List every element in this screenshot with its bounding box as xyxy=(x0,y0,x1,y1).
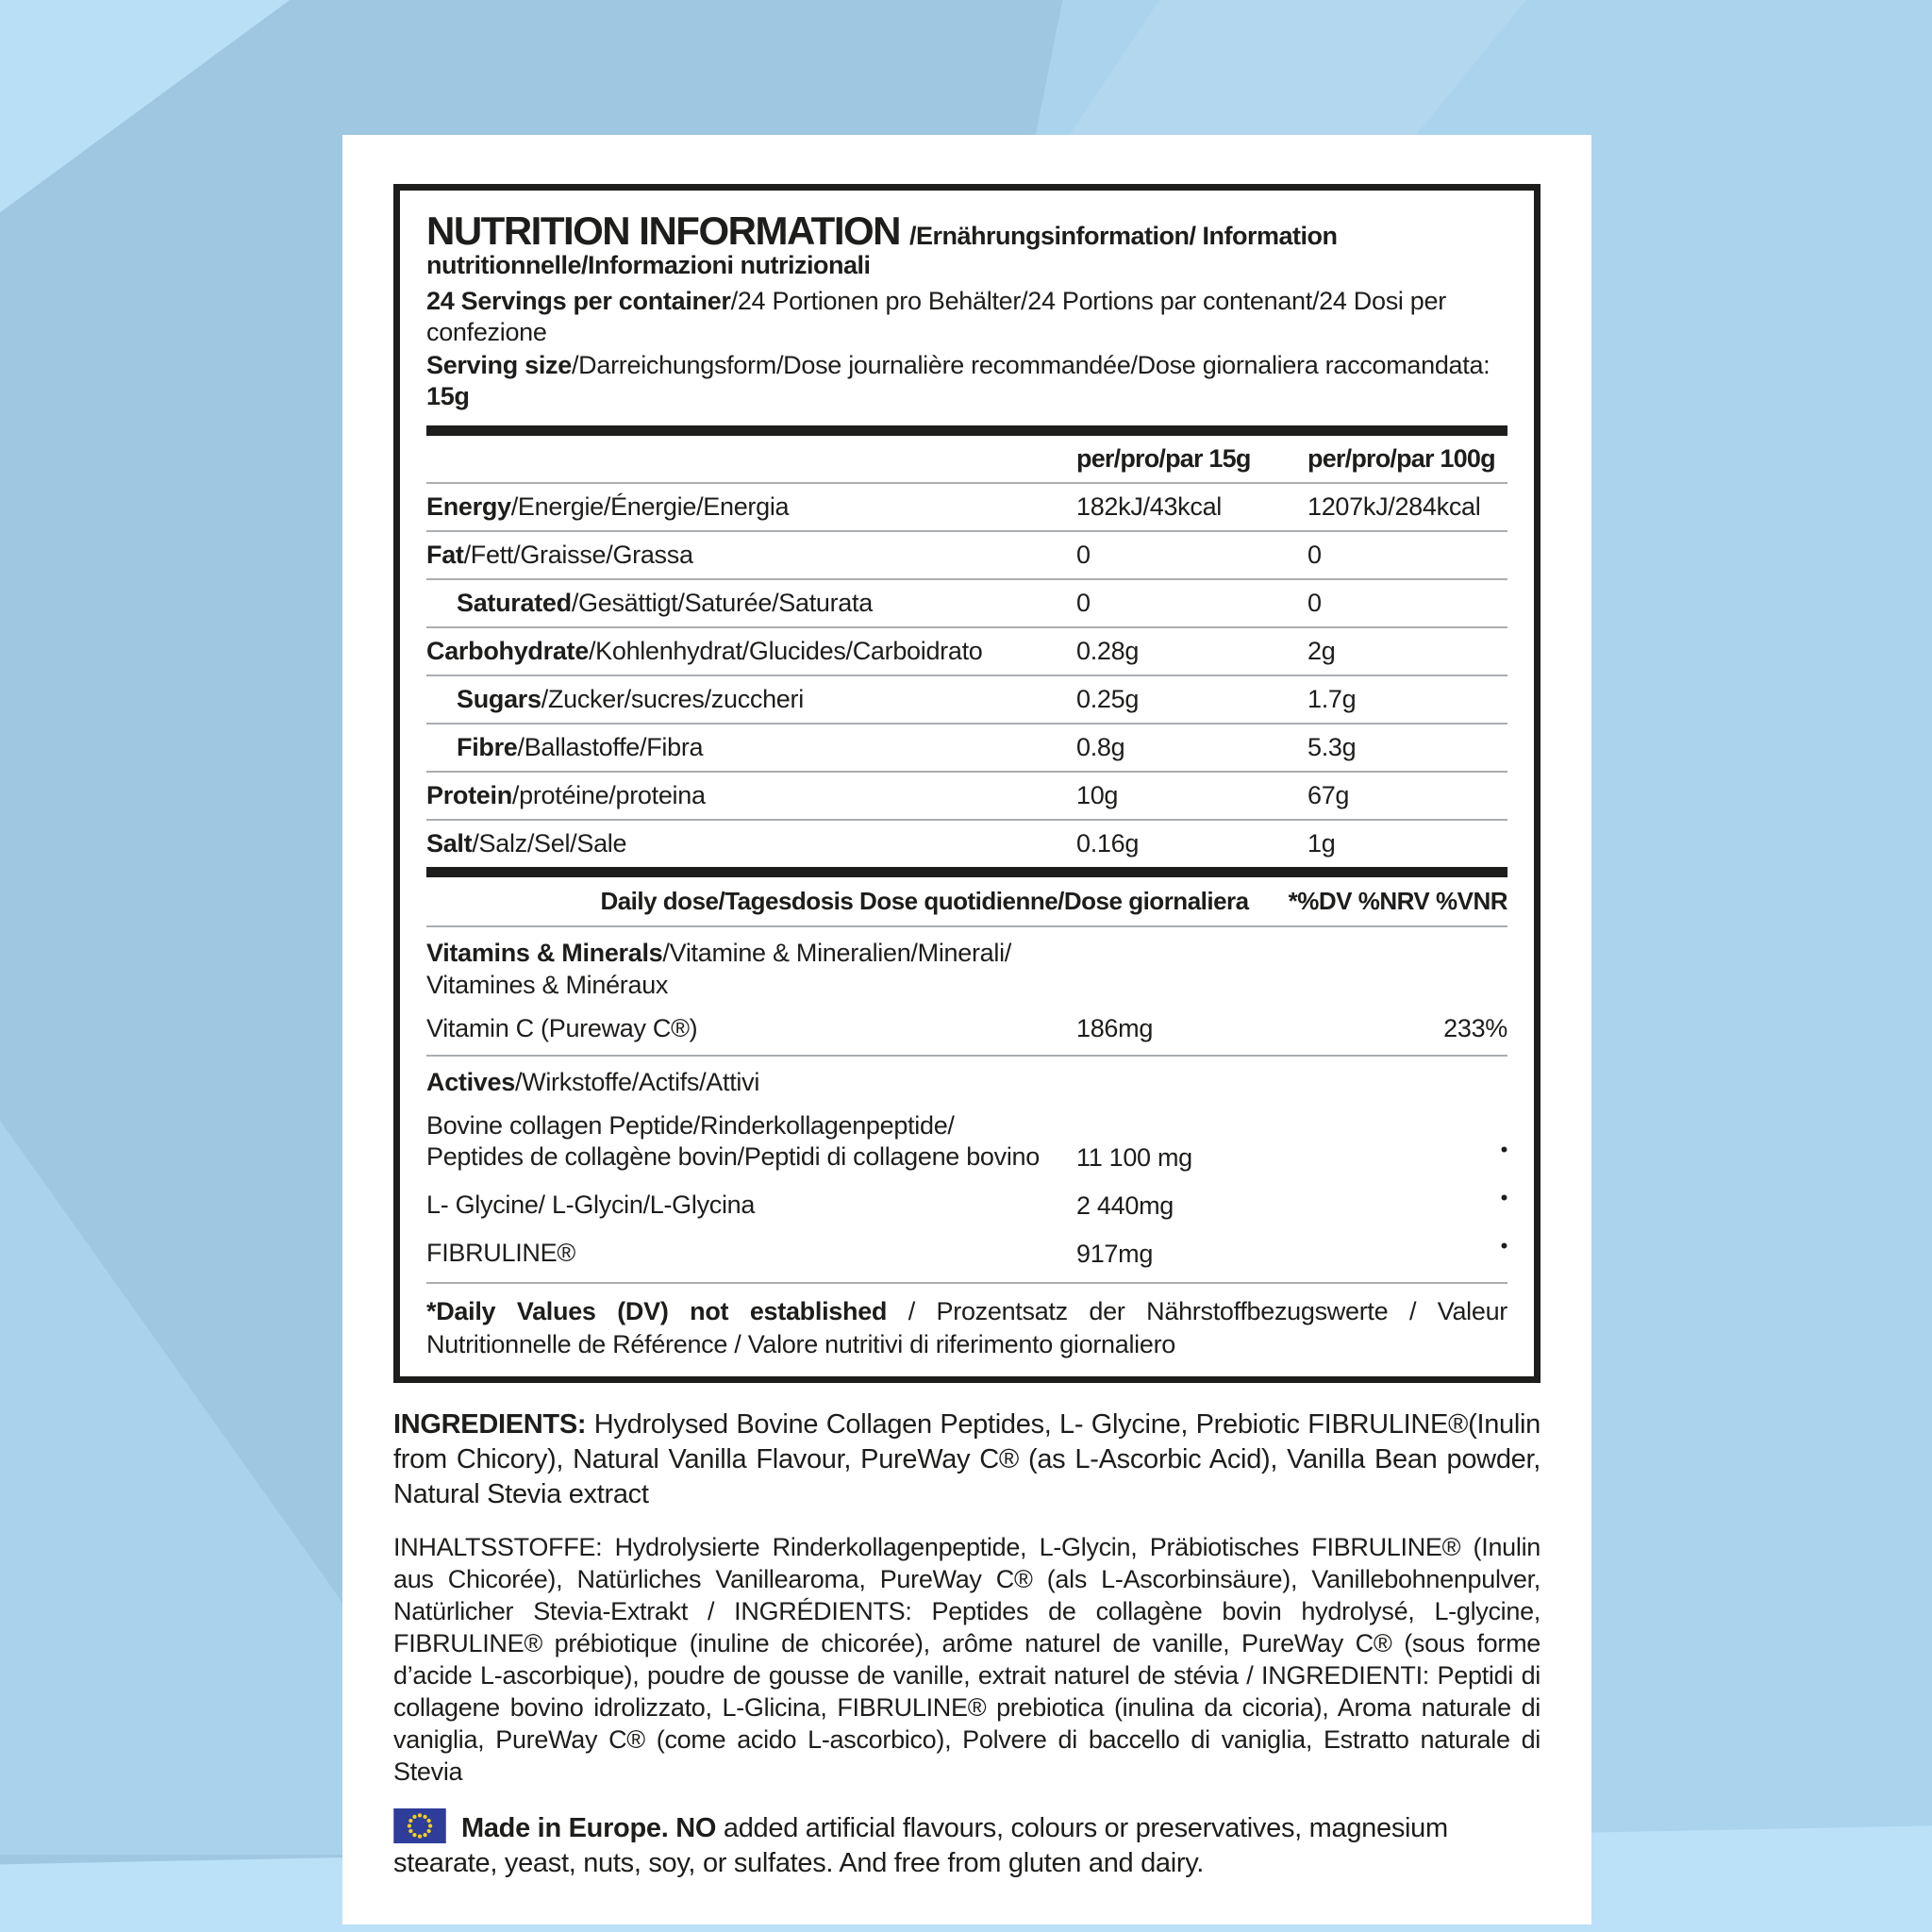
vitamin-c-row xyxy=(426,1005,1507,1057)
nutrient-name: Sugars xyxy=(457,684,541,713)
title-translations: /Ernährungsinformation/ Information nutritionnelle/Informazioni nutrizionali xyxy=(426,222,1338,280)
table-row-fibre xyxy=(426,724,1507,773)
dv-not-established-dot: • xyxy=(1500,1137,1507,1161)
ingredients-list-en: Hydrolysed Bovine Collagen Peptides, L- Glycine, Prebiotic FIBRULINE®(Inulin from Chicory), Natural Vanilla Flavour, PureWay C® (as L-Ascorbic Acid), Vanilla Bean powder, Natural Stevia extract xyxy=(393,1408,1541,1509)
value-per-100g: 0 xyxy=(1307,540,1322,569)
nutrient-name: Fibre xyxy=(457,732,518,761)
col-header-per-15g: per/pro/par 15g xyxy=(1076,443,1251,473)
ingredients-paragraph-multilang: INHALTSSTOFFE: Hydrolysierte Rinderkollagenpeptide, L-Glycin, Präbiotisches FIBRULINE® (Inulin aus Chicorée), Natürliches Vanillearoma, PureWay C® (als L-Ascorbinsäure), Vanillebohnenpulver, Natürlicher Stevia-Extrakt / INGRÉDIENTS: Peptides de collagène bovin hydrolysé, L-glycine, FIBRULINE® prébiotique (inuline de chicorée), arôme naturel de vanille, PureWay C® (sous forme d’acide L-ascorbique), poudre de gousse de vanille, extrait naturel de stévia / INGREDIENTI: Peptidi di collagene bovino idrolizzato, L-Glicina, FIBRULINE® prebiotica (inulina da cicoria), Aroma naturale di vaniglia, PureWay C® (come acido L-ascorbico), Polvere di baccello di vaniglia, Estratto naturale di Stevia xyxy=(393,1532,1541,1786)
ingredients-label: INGREDIENTS: xyxy=(393,1408,587,1440)
value-per-100g: 67g xyxy=(1307,780,1350,809)
nutrient-name: Fat xyxy=(426,540,464,569)
active-row-collagen xyxy=(426,1102,1507,1181)
nutrient-translations: /Gesättigt/Saturée/Saturata xyxy=(571,588,873,617)
made-in-europe-rest: added artificial flavours, colours or preservatives, magnesium stearate, yeast, nuts, soy, or sulfates. And free from gluten and dairy. xyxy=(393,1812,1448,1878)
ingredients-paragraph-en xyxy=(393,1407,1541,1512)
servings-translations: /24 Portionen pro Behälter/24 Portions par contenant/24 Dosi per confezione xyxy=(426,286,1446,346)
active-label-line1: L- Glycine/ L-Glycin/L-Glycina xyxy=(426,1190,756,1219)
serving-size-label: Serving size xyxy=(426,350,572,379)
daily-dose-label: Daily dose/Tagesdosis Dose quotidienne/Dose giornaliera xyxy=(600,886,1249,915)
daily-dose-row xyxy=(426,877,1507,927)
vitamins-heading-translations: /Vitamine & Mineralien/Minerali/ xyxy=(662,938,1011,967)
disclaimer-translations: / Prozentsatz der Nährstoffbezugswerte / Valeur Nutritionnelle de Référence / Valore nutritivi di riferimento giornaliero xyxy=(426,1296,1508,1358)
serving-size-line xyxy=(426,350,1507,412)
active-amount: 917mg xyxy=(1076,1239,1154,1268)
panel-title xyxy=(426,209,1507,280)
col-header-per-100g: per/pro/par 100g xyxy=(1307,443,1495,473)
active-row-glycine xyxy=(426,1181,1507,1229)
active-amount: 2 440mg xyxy=(1076,1191,1174,1220)
value-per-15g: 0.8g xyxy=(1076,732,1125,761)
nutrient-name: Carbohydrate xyxy=(426,636,589,665)
vitamin-c-amount: 186mg xyxy=(1076,1013,1154,1042)
dv-not-established-dot: • xyxy=(1500,1185,1507,1209)
active-label-line1: FIBRULINE® xyxy=(426,1238,575,1267)
value-per-15g: 0.25g xyxy=(1076,684,1140,713)
value-per-100g: 1g xyxy=(1307,828,1336,858)
table-row-energy xyxy=(426,484,1507,532)
nutrient-name: Energy xyxy=(426,491,511,521)
active-amount: 11 100 mg xyxy=(1076,1142,1192,1172)
table-row-salt xyxy=(426,821,1507,867)
active-label-line2: Peptides de collagène bovin/Peptidi di collagene bovino xyxy=(426,1141,1040,1171)
active-row-fibruline xyxy=(426,1229,1507,1284)
value-per-15g: 0.16g xyxy=(1076,828,1140,858)
actives-heading-bold: Actives xyxy=(426,1067,515,1096)
table-header-row xyxy=(426,436,1507,484)
nutrient-translations: /Energie/Énergie/Energia xyxy=(510,491,790,521)
serving-size-translations: /Darreichungsform/Dose journalière recommandée/Dose giornaliera raccomandata: xyxy=(571,350,1491,379)
value-per-15g: 0 xyxy=(1076,540,1091,569)
actives-heading-translations: /Wirkstoffe/Actifs/Attivi xyxy=(514,1067,760,1096)
eu-flag-icon xyxy=(393,1808,446,1843)
value-per-100g: 1.7g xyxy=(1307,684,1357,713)
table-row-saturated xyxy=(426,580,1507,628)
nutrient-translations: /Salz/Sel/Sale xyxy=(472,828,627,858)
title-main: NUTRITION INFORMATION xyxy=(426,208,900,253)
disclaimer-bold: *Daily Values (DV) not established xyxy=(426,1296,888,1325)
nutrition-panel xyxy=(393,184,1541,1383)
vitamin-c-dv: 233% xyxy=(1443,1013,1507,1042)
servings-line xyxy=(426,286,1507,348)
nutrient-name: Protein xyxy=(426,780,512,809)
value-per-15g: 10g xyxy=(1076,780,1119,809)
table-row-fat xyxy=(426,532,1507,580)
vitamins-heading-bold: Vitamins & Minerals xyxy=(426,938,663,967)
nutrient-translations: /Kohlenhydrat/Glucides/Carboidrato xyxy=(588,636,983,665)
nutrient-translations: /Ballastoffe/Fibra xyxy=(517,732,704,761)
divider-thick xyxy=(426,867,1507,877)
table-row-protein xyxy=(426,773,1507,821)
actives-heading xyxy=(426,1057,1507,1102)
serving-size-value: 15g xyxy=(426,381,470,410)
vitamins-minerals-heading xyxy=(426,927,1507,1005)
daily-dose-units: *%DV %NRV %VNR xyxy=(1288,886,1507,915)
value-per-100g: 5.3g xyxy=(1307,732,1357,761)
nutrient-translations: /protéine/proteina xyxy=(511,780,706,809)
vitamin-c-label: Vitamin C (Pureway C®) xyxy=(426,1013,698,1042)
table-row-carbohydrate xyxy=(426,628,1507,676)
value-per-100g: 2g xyxy=(1307,636,1336,665)
nutrient-translations: /Zucker/sucres/zuccheri xyxy=(541,684,804,713)
value-per-15g: 0.28g xyxy=(1076,636,1140,665)
dv-not-established-dot: • xyxy=(1500,1233,1507,1257)
daily-values-disclaimer xyxy=(426,1284,1507,1361)
made-in-europe-line xyxy=(393,1808,1541,1881)
value-per-15g: 0 xyxy=(1076,588,1091,617)
table-row-sugars xyxy=(426,676,1507,724)
value-per-100g: 0 xyxy=(1307,588,1322,617)
divider-thick xyxy=(426,425,1507,436)
nutrient-name: Saturated xyxy=(457,588,572,617)
nutrient-translations: /Fett/Graisse/Grassa xyxy=(463,540,693,569)
value-per-100g: 1207kJ/284kcal xyxy=(1307,491,1481,521)
value-per-15g: 182kJ/43kcal xyxy=(1076,491,1222,521)
active-label-line1: Bovine collagen Peptide/Rinderkollagenpeptide/ xyxy=(426,1110,955,1140)
servings-count: 24 Servings per container xyxy=(426,286,731,315)
label-card xyxy=(342,135,1591,1924)
made-in-europe-bold: Made in Europe. NO xyxy=(461,1812,717,1843)
vitamins-heading-line2: Vitamines & Minéraux xyxy=(426,970,669,999)
nutrient-name: Salt xyxy=(426,828,473,858)
